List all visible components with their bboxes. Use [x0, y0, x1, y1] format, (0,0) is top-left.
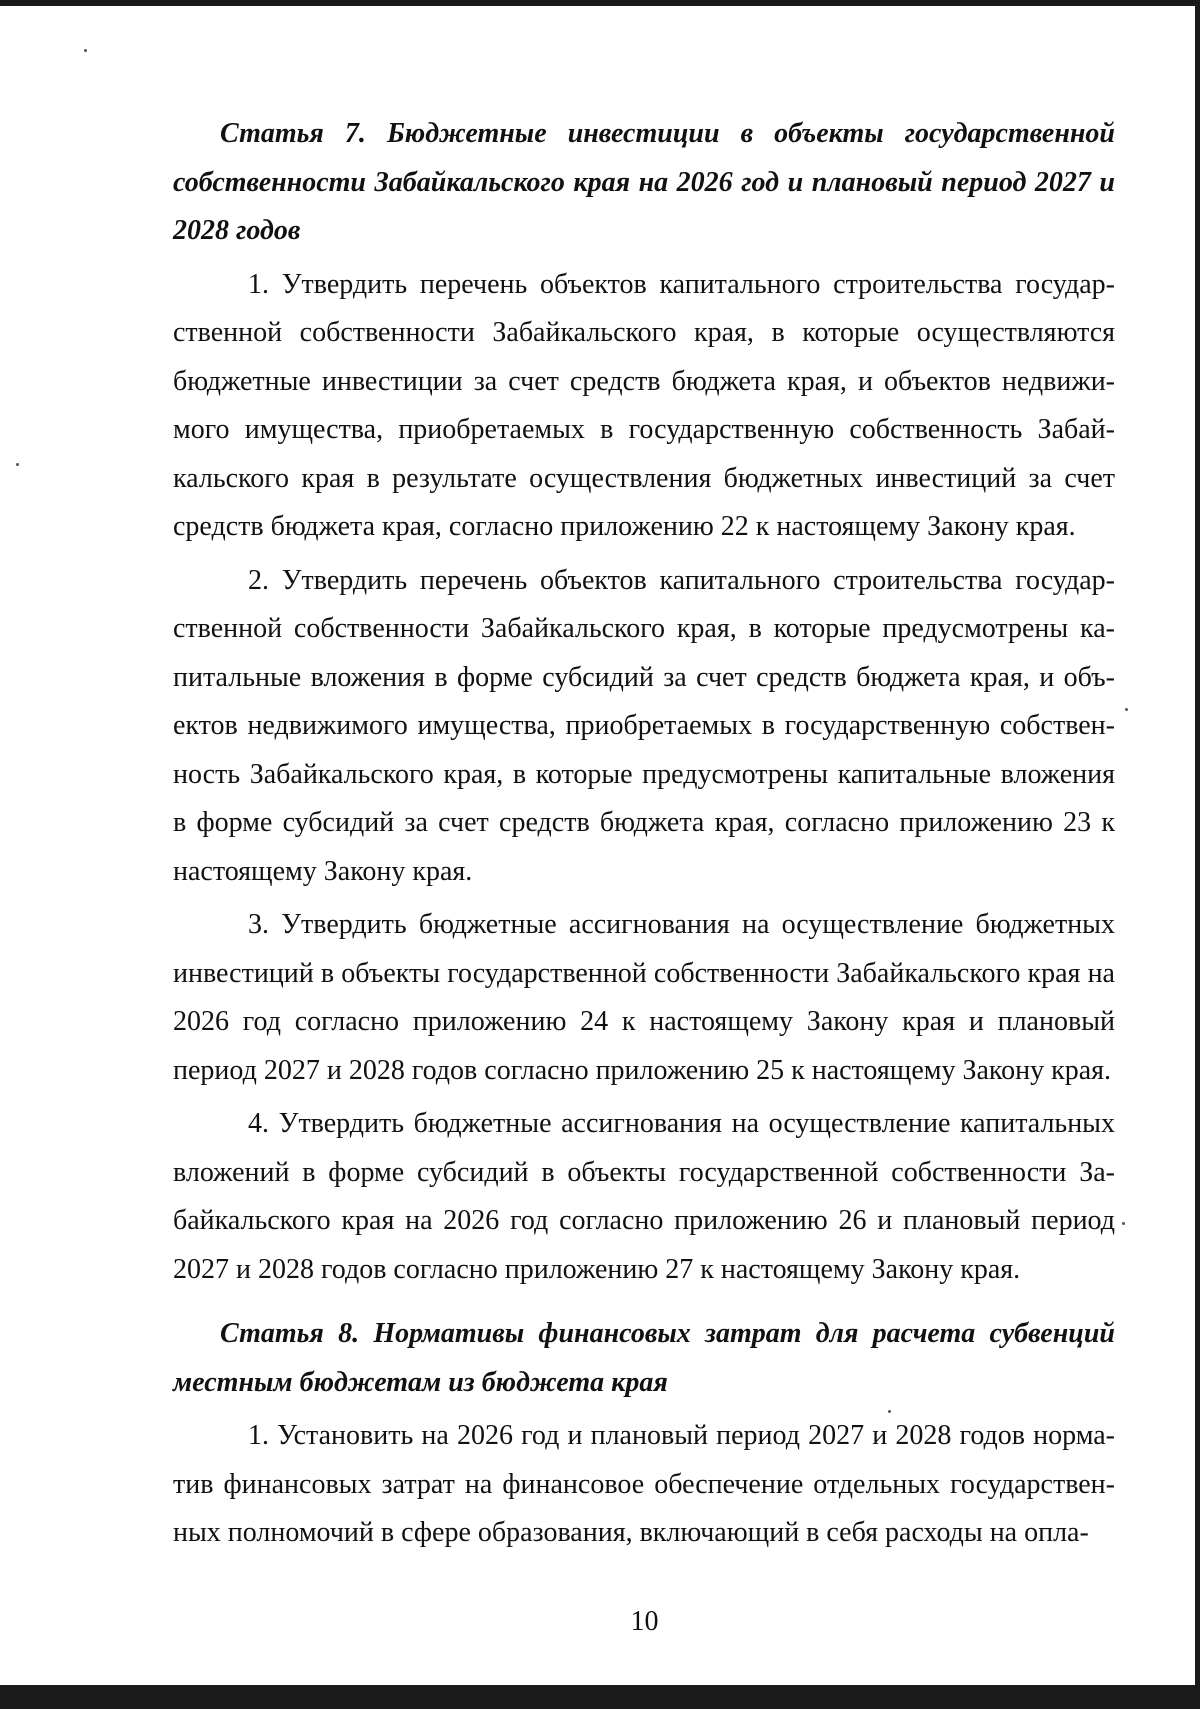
article-7-paragraph-4: 4. Утвердить бюджетные ассигнования на осуществление капитальных вложений в форме субсидий в объекты государственной собственности Забайкальского края на 2026 год согласно приложению 26 и плановый период 2027 и 2028 годов согласно приложению 27 к настоящему Закону края.	[173, 1108, 1115, 1285]
article-7-paragraph-3: 3. Утвердить бюджетные ассигнования на осуществление бюджетных инвестиций в объекты государственной собственности Забайкальского края на 2026 год согласно приложению 24 к настоящему Закону края и плановый период 2027 и 2028 годов согласно приложению 25 к настоящему Закону края.	[173, 909, 1115, 1086]
article-7-heading: Статья 7. Бюджетные инвестиции в объекты государственной собственности Забайкальского края на 2026 год и плановый период 2027 и 2028 годов	[173, 118, 1115, 246]
article-7-paragraph-2: 2. Утвердить перечень объектов капитального строительства государственной собственности Забайкальского края, в которые предусмотрены капитальные вложения в форме субсидий за счет средств бюджета края, и объектов недвижимого имущества, приобретаемых в государственную собственность Забайкальского края, в которые предусмотрены капитальные вложения в форме субсидий за счет средств бюджета края, согласно приложению 23 к настоящему Закону края.	[173, 564, 1115, 887]
scan-right-edge	[1195, 0, 1200, 1709]
article-8-paragraph-1: 1. Установить на 2026 год и плановый период 2027 и 2028 годов норматив финансовых затрат на финансовое обеспечение отдельных государственных полномочий в сфере образования, включающий в себя расходы на опла-	[173, 1420, 1115, 1548]
article-8-heading: Статья 8. Нормативы финансовых затрат для расчета субвенций местным бюджетам из бюджета края	[173, 1318, 1115, 1398]
scan-speck	[1125, 708, 1128, 711]
article-7-paragraph-1: 1. Утвердить перечень объектов капитального строительства государственной собственности Забайкальского края, в которые осуществляются бюджетные инвестиции за счет средств бюджета края, и объектов недвижимого имущества, приобретаемых в государственную собственность Забайкальского края в результате осуществления бюджетных инвестиций за счет средств бюджета края, согласно приложению 22 к настоящему Закону края.	[173, 268, 1115, 542]
document-body	[173, 110, 1115, 1558]
page-number: 10	[630, 1606, 659, 1637]
scan-top-edge	[0, 0, 1200, 6]
scan-speck	[16, 463, 19, 466]
scan-bottom-edge	[0, 1685, 1200, 1709]
scan-speck	[84, 49, 87, 52]
scan-speck	[1122, 1222, 1125, 1225]
